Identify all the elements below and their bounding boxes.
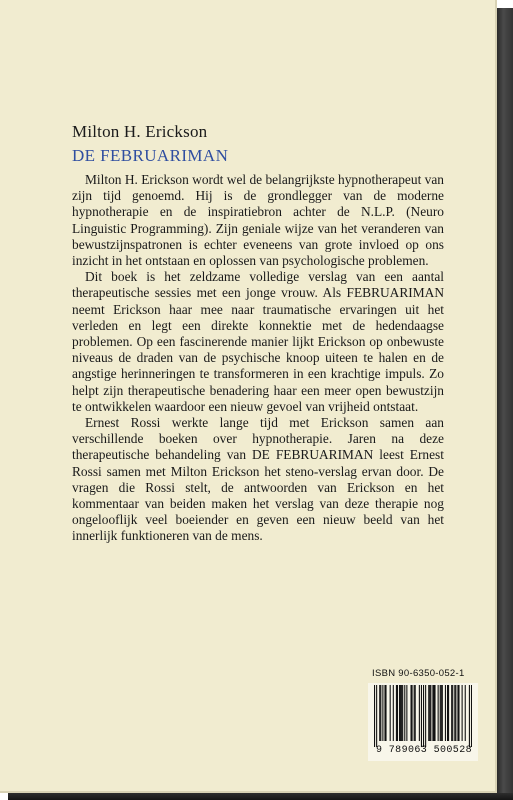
barcode-bar xyxy=(421,685,422,747)
barcode-bar xyxy=(404,685,405,741)
barcode-bar xyxy=(382,685,383,741)
barcode-bar xyxy=(374,685,375,747)
barcode-bar xyxy=(442,685,443,741)
barcode-bar xyxy=(379,685,380,741)
barcode-bar xyxy=(384,685,385,741)
barcode-bar xyxy=(425,685,426,747)
isbn-label: ISBN 90-6350-052-1 xyxy=(372,668,465,679)
blurb-paragraph-1: Milton H. Erickson wordt wel de belangrijkste hypnotherapeut van zijn tijd genoemd. Hij is de grondlegger van de moderne hypnotherapie en de inspiratiebron achter de N.L.P. (Neuro Linguistic Programming). Zijn geniale wijze van het veranderen van bewustzijnspatronen is echter eveneens van grote invloed op ons inzicht in het ontstaan en oplossen van psychologische problemen. xyxy=(72,172,444,269)
barcode-bar xyxy=(380,685,381,741)
barcode-bar xyxy=(415,685,416,741)
blurb-paragraph-3: Ernest Rossi werkte lange tijd met Erickson samen aan verschillende boeken over hypnotherapie. Jaren na deze therapeutische behandeling van DE FEBRUARIMAN leest Ernest Rossi samen met Milton Erickson het steno-verslag ervan door. De vragen die Rossi stelt, de antwoorden van Erickson en het kommentaar van beiden maken het verslag van deze therapie nog ongelooflijk veel boeiender en geven een nieuw beeld van het innerlijk funktioneren van de mens. xyxy=(72,415,444,544)
barcode-bar xyxy=(471,685,472,747)
barcode-bar xyxy=(451,685,452,741)
blurb-paragraph-2: Dit boek is het zeldzame volledige verslag van een aantal therapeutische sessies met een jonge vrouw. Als FEBRUARIMAN neemt Erickson haar mee naar traumatische ervaringen uit het verleden en legt een direkte konnektie met de hedendaagse problemen. Op een fascinerende manier lijkt Erickson op onbewuste niveaus de draden van de psychische knoop uiteen te halen en de angstige herinneringen te transformeren in een krachtige impuls. Zo helpt zijn therapeutische benadering haar een meer open bewustzijn te ontwikkelen waardoor een nieuw gevoel van vrijheid ontstaat. xyxy=(72,269,444,414)
barcode-bar xyxy=(447,685,448,741)
barcode-bar xyxy=(376,685,377,747)
barcode-bar xyxy=(441,685,442,741)
barcode-bar xyxy=(401,685,402,741)
barcode-bar xyxy=(445,685,446,741)
barcode-bar xyxy=(419,685,420,741)
barcode-bar xyxy=(402,685,403,741)
barcode-bar xyxy=(428,685,429,741)
barcode-bar xyxy=(429,685,430,741)
barcode-bar xyxy=(400,685,401,741)
book-title: DE FEBRUARIMAN xyxy=(72,146,229,165)
barcode-bar xyxy=(438,685,439,741)
barcode-bar xyxy=(457,685,458,741)
barcode-bar xyxy=(396,685,397,741)
barcode-bar xyxy=(414,685,415,741)
barcode-bar xyxy=(455,685,456,741)
barcode-bar xyxy=(399,685,400,741)
barcode-bar xyxy=(393,685,394,741)
barcode-bar xyxy=(423,685,424,747)
barcode-bar xyxy=(430,685,431,741)
barcode-bar xyxy=(390,685,391,741)
barcode-bar xyxy=(385,685,386,741)
barcode-bar xyxy=(397,685,398,741)
barcode-bar xyxy=(432,685,433,741)
barcode-bar xyxy=(434,685,435,741)
barcode-bar xyxy=(448,685,449,741)
barcode-bar xyxy=(462,685,463,741)
barcode-bar xyxy=(454,685,455,741)
blurb-text xyxy=(72,172,444,545)
author-name: Milton H. Erickson xyxy=(72,122,208,141)
barcode-bars xyxy=(374,685,472,747)
barcode-bar xyxy=(440,685,441,741)
barcode-bar xyxy=(458,685,459,741)
barcode-bar xyxy=(412,685,413,741)
barcode-bar xyxy=(452,685,453,741)
barcode-bar xyxy=(465,685,466,741)
barcode-bar xyxy=(410,685,411,741)
barcode-bar xyxy=(406,685,407,741)
barcode-bar xyxy=(433,685,434,741)
barcode-bar xyxy=(469,685,470,747)
barcode-digits: 9 789063 500528 xyxy=(375,745,472,756)
page-edge-right xyxy=(497,8,513,800)
barcode xyxy=(368,683,478,761)
page-edge-bottom xyxy=(8,793,513,800)
